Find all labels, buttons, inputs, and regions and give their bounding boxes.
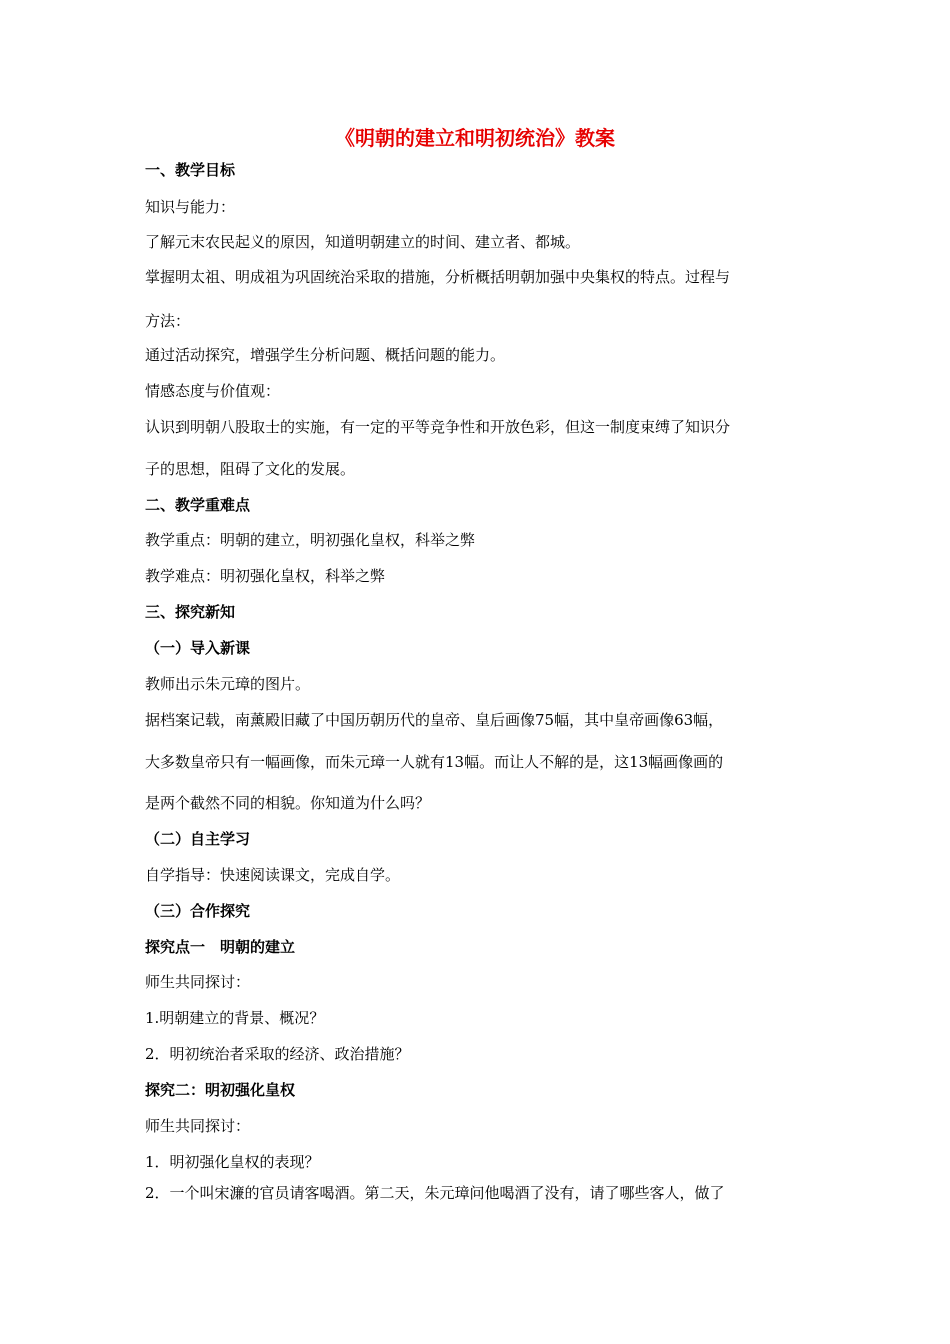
body-line: 认识到明朝八股取士的实施，有一定的平等竞争性和开放色彩，但这一制度束缚了知识分 <box>145 418 731 436</box>
body-line: 通过活动探究，增强学生分析问题、概括问题的能力。 <box>145 346 506 364</box>
body-line: 大多数皇帝只有一幅画像，而朱元璋一人就有13幅。而让人不解的是，这13幅画像画的 <box>145 753 724 771</box>
body-line: 1．明初强化皇权的表现？ <box>145 1153 320 1171</box>
section-heading: 二、教学重难点 <box>145 496 251 514</box>
section-heading: （一）导入新课 <box>145 639 251 657</box>
body-line: 2．一个叫宋濂的官员请客喝酒。第二天，朱元璋问他喝酒了没有，请了哪些客人，做了 <box>145 1184 725 1202</box>
section-heading: 一、教学目标 <box>145 161 236 179</box>
body-line: 子的思想，阻碍了文化的发展。 <box>145 460 356 478</box>
body-line: 知识与能力： <box>145 198 236 216</box>
section-heading: （二）自主学习 <box>145 830 251 848</box>
document-title: 《明朝的建立和明初统治》教案 <box>335 126 615 150</box>
section-heading: 三、探究新知 <box>145 603 236 621</box>
body-line: 2．明初统治者采取的经济、政治措施？ <box>145 1045 410 1063</box>
body-line: 1.明朝建立的背景、概况？ <box>145 1009 325 1027</box>
body-line: 教学难点：明初强化皇权，科举之弊 <box>145 567 386 585</box>
body-line: 教师出示朱元璋的图片。 <box>145 675 311 693</box>
body-line: 了解元末农民起义的原因，知道明朝建立的时间、建立者、都城。 <box>145 233 581 251</box>
section-heading: 探究点一 明朝的建立 <box>145 938 296 956</box>
body-line: 师生共同探讨： <box>145 1117 251 1135</box>
body-line: 据档案记载，南薰殿旧藏了中国历朝历代的皇帝、皇后画像75幅，其中皇帝画像63幅， <box>145 711 724 729</box>
section-heading: （三）合作探究 <box>145 902 251 920</box>
body-line: 情感态度与价值观： <box>145 382 281 400</box>
body-line: 自学指导：快速阅读课文，完成自学。 <box>145 866 401 884</box>
body-line: 教学重点：明朝的建立，明初强化皇权，科举之弊 <box>145 531 476 549</box>
section-heading: 探究二：明初强化皇权 <box>145 1081 296 1099</box>
body-line: 方法： <box>145 312 191 330</box>
body-line: 掌握明太祖、明成祖为巩固统治采取的措施，分析概括明朝加强中央集权的特点。过程与 <box>145 268 731 286</box>
body-line: 师生共同探讨： <box>145 973 251 991</box>
body-line: 是两个截然不同的相貌。你知道为什么吗？ <box>145 794 431 812</box>
